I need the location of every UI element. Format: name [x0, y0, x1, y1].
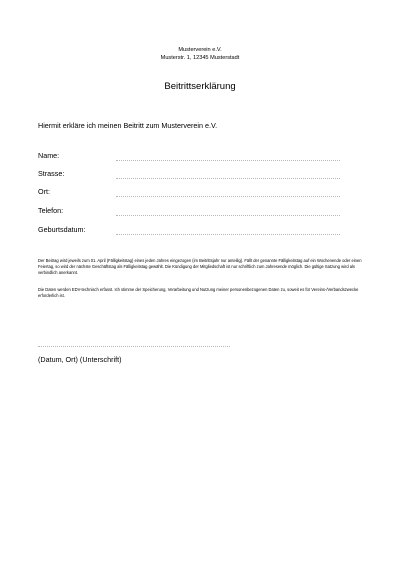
letterhead [0, 47, 400, 62]
privacy-paragraph: Die Daten werden EDV-technisch erfasst. Ich stimme der Speicherung, Verarbeitung und Nutzung meiner personenbezogenen Daten zu, soweit es für Vereins-/Verbandszwecke erforderlich ist. [38, 287, 359, 299]
phone-label: Telefon: [38, 206, 64, 215]
page-title: Beitrittserklärung [164, 81, 236, 92]
street-field[interactable] [38, 169, 340, 179]
birthdate-field[interactable] [38, 225, 340, 235]
fee-terms-paragraph: Der Beitrag wird jeweils zum 01. April (Fälligkeitstag) eines jeden Jahres eingezogen (im Beitrittsjahr nur anteilig). Fällt der genannte Fälligkeitstag auf ein Wochenende oder einen Feiertag, so wird der nächste Geschäftstag als Fälligkeitstag gewählt. Die Kündigung der Mitgliedschaft ist nur schriftlich zum Jahresende möglich. Die gültige Satzung wird als verbindlich anerkannt. [38, 258, 362, 276]
intro-statement: Hiermit erkläre ich meinen Beitritt zum Musterverein e.V. [38, 121, 218, 130]
name-fill-line[interactable] [116, 160, 340, 161]
name-label: Name: [38, 151, 60, 160]
name-field[interactable] [38, 151, 340, 161]
city-field[interactable] [38, 187, 340, 197]
club-name: Musterverein e.V. [178, 47, 222, 53]
city-label: Ort: [38, 187, 50, 196]
signature-line[interactable] [38, 346, 230, 347]
birthdate-label: Geburtsdatum: [38, 225, 86, 234]
birthdate-fill-line[interactable] [116, 234, 340, 235]
signature-caption: (Datum, Ort) (Unterschrift) [38, 355, 122, 364]
city-fill-line[interactable] [116, 196, 340, 197]
street-label: Strasse: [38, 169, 65, 178]
phone-field[interactable] [38, 206, 340, 216]
street-fill-line[interactable] [116, 178, 340, 179]
club-address: Musterstr. 1, 12345 Musterstadt [160, 54, 240, 61]
phone-fill-line[interactable] [116, 215, 340, 216]
